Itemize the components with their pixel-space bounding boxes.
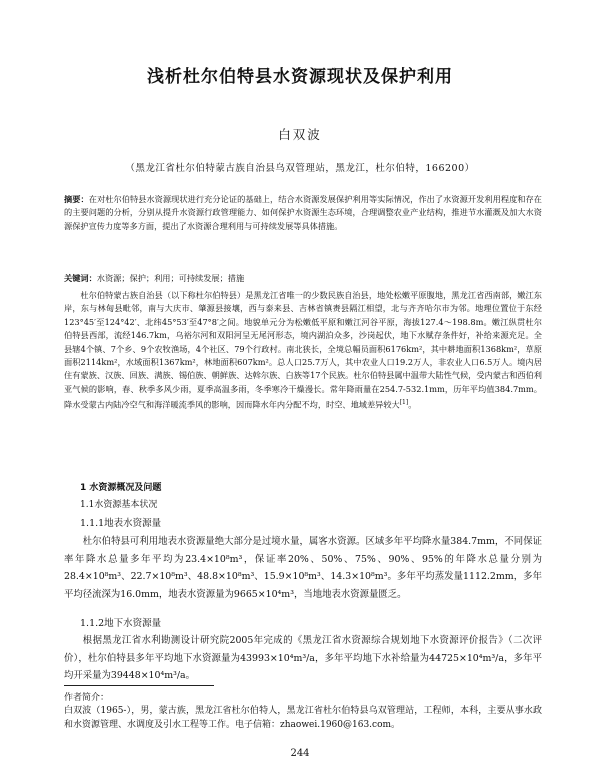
- surface-water-paragraph: 杜尔伯特县可利用地表水资源量绝大部分是过境水量，属客水资源。区域多年平均降水量384.7mm，不同保证率年降水总量多年平均为23.4×10⁸m³，保证率20%、50%、75%、90%、95%的年降水总量分别为28.4×10⁸m³、22.7×10⁸m³、48.8×10⁸m³、15.9×10⁸m³、14.3×10⁸m³。多年平均蒸发量1112.2mm，多年平均径流深为16.0mm，地表水资源量为9665×10⁴m³，当地地表水资源量匮乏。: [64, 536, 542, 600]
- intro-text: 杜尔伯特蒙古族自治县（以下称杜尔伯特县）是黑龙江省唯一的少数民族自治县，地处松嫩平原腹地，黑龙江省西南部，嫩江东岸，东与林甸县毗邻，南与大庆市、肇源县接壤，西与泰来县、吉林省镇赉县隔江相望，北与齐齐哈尔市为邻。地理位置位于东经123°45′至124°42′、北纬45°53′至47°8′之间。地貌单元分为松嫩低平原和嫩江河谷平原，海拔127.4～198.8m。嫩江纵贯杜尔伯特县西部，流经146.7km，乌裕尔河和双阳河呈无尾河形态，境内湖泊众多，沙岗起伏，地下水赋存条件好，补给来源充足。全县辖4个镇、7个乡、9个农牧渔场，4个社区、79个行政村。南北狭长，全境总幅员面积6176km²，其中耕地面积1368km²，草原面积2114km²，水域面积1367km²，林地面积607km²。总人口25.7万人，其中农业人口19.2万人，非农业人口6.5万人。境内居住有蒙族、汉族、回族、满族、锡伯族、朝鲜族、达斡尔族、白族等17个民族。杜尔伯特县属中温带大陆性气候，受内蒙古和西伯利亚气候的影响，春、秋季多风少雨，夏季高温多雨，冬季寒冷干燥漫长。常年降雨量在254.7-532.1mm，历年平均值384.7mm。降水受蒙古内陆冷空气和海洋暖流季风的影响，因而降水年内分配不均，时空、地域差异较大: [64, 290, 542, 410]
- abstract-label: 摘要：: [64, 194, 89, 204]
- groundwater-paragraph: 根据黑龙江省水利勘测设计研究院2005年完成的《黑龙江省水资源综合规划地下水资源评价报告》（二次评价），杜尔伯特县多年平均地下水资源量为43993×10⁴m³/a，多年平均地下水补给量为44725×10⁴m³/a，多年平均开采量为39448×10⁴m³/a。: [64, 635, 542, 682]
- author-name: 白双波: [278, 127, 322, 142]
- section-heading-1-1-1: 1.1.1地表水资源量: [80, 518, 162, 529]
- intro-citation: [1]: [399, 399, 409, 407]
- section-heading-1: 1 水资源概况及问题: [80, 483, 162, 493]
- section-heading-1-1: 1.1水资源基本状况: [80, 500, 158, 510]
- abstract: [64, 193, 542, 233]
- section-heading-1-1-2: 1.1.2地下水资源量: [80, 618, 162, 629]
- intro-paragraph: [64, 289, 542, 412]
- keywords-label: 关键词：: [64, 273, 97, 283]
- keywords-text: 水资源；保护；利用；可持续发展；措施: [96, 273, 245, 283]
- page-number: 244: [290, 748, 310, 759]
- keywords: [64, 272, 542, 285]
- footnote-divider: [64, 685, 214, 686]
- paper-title: 浅析杜尔伯特县水资源现状及保护利用: [147, 67, 453, 87]
- abstract-text: 在对杜尔伯特县水资源现状进行充分论证的基础上，结合水资源发展保护利用等实际情况，作出了水资源开发利用程度和存在的主要问题的分析，分别从提升水资源行政管理能力、如何保护水资源生态环境，合理调整农业产业结构，推进节水灌溉及加大水资源保护宣传力度等多方面，提出了水资源合理利用与可持续发展等具体措施。: [64, 194, 542, 231]
- author-bio: 白双波（1965-），男，蒙古族，黑龙江省杜尔伯特人，黑龙江省杜尔伯特县乌双管理站，工程师，本科，主要从事水政和水资源管理、水调度及引水工程等工作。电子信箱：zhaowei.1960@163.com。: [64, 706, 542, 730]
- intro-end: 。: [408, 399, 417, 410]
- author-bio-label: 作者简介：: [64, 693, 110, 703]
- author-affiliation: （黑龙江省杜尔伯特蒙古族自治县乌双管理站，黑龙江，杜尔伯特，166200）: [125, 163, 475, 174]
